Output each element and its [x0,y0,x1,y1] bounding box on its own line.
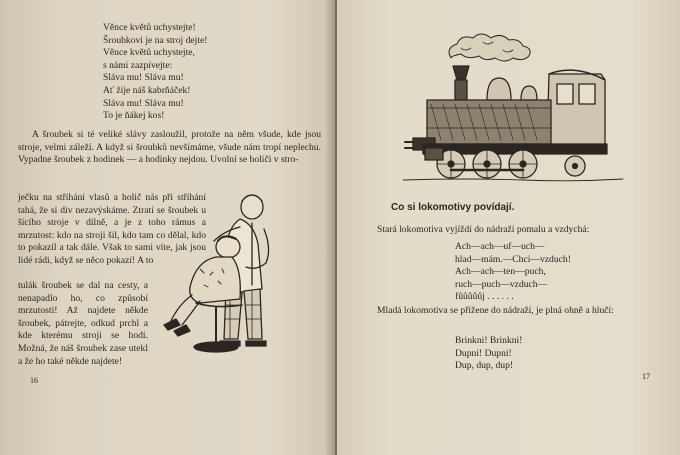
old-locomotive-sounds [455,241,571,304]
young-locomotive-shouts [455,335,522,373]
paragraph-screw-middle: ječku na stříhání vlasů a holič nás při stříhání tahá, že si div nezavýskáme. Ztratí se šroubek u šicího stroje v dílně, a je z toho rámus a mrzutost: kdo na stroji šil, kdo tam co dělal, kdo to pokazil a tak dále. Však to sami víte, jak jsou lidé rádi, když se něco pokazí! A to [18,192,206,266]
paragraph-screw-end: tulák šroubek se dal na cesty, a nenapadlo ho, co způsobí mrzutosti! Až najdete někde šroubek, pátrejte, odkud prchl a kde kterému stroji se hodí. Možná, že náš šroubek zase utekl a že ho také někde najdete! [18,280,148,367]
shout-line: Brinkni! Brinkni! [455,335,523,346]
poem-line: Sláva mu! Sláva mu! [103,72,184,84]
poem-line: Ať žije náš kabrňáček! [103,84,191,96]
paragraph-screw-intro: A šroubek si té veliké slávy zasloužil, protože na něm všude, kde jsou stroje, velmi záleží. A když si šroubků nevšímáme, všude nám tropí neplechu. Vypadne šroubek z hodinek — a hodinky nejdou. Uvolní se holiči v stro- [18,129,321,166]
left-page [0,0,335,455]
poem-line: s námi zazpívejte: [103,59,173,71]
sound-line: hlad—mám.—Chci—vzduch! [455,253,571,265]
section-heading: Co si lokomotivy povídají. [391,202,515,213]
sound-line: Ach—ach—uf—uch— [455,241,545,252]
locomotive-illustration [403,28,628,188]
shout-line: Dup, dup, dup! [455,360,514,372]
paragraph-old-locomotive: Stará lokomotiva vyjíždí do nádraží pomalu a vzdychá: [377,224,590,235]
paragraph-young-locomotive: Mladá lokomotiva se přižene do nádraží, je plná ohně a hlučí: [377,305,614,316]
barber-illustration [160,185,320,365]
poem-line: Věnce květů uchystejte! [103,22,196,33]
sound-line: Ach—ach—ten—puch, [455,266,546,278]
poem-line: Věnce květů uchystejte, [103,47,195,59]
poem-line: Sláva mu! Sláva mu! [103,97,184,109]
poem [103,22,207,123]
sound-line: fůůůůůj . . . . . . [455,291,514,303]
page-number-right: 17 [642,372,650,381]
sound-line: ruch—puch—vzduch— [455,278,548,290]
page-number-left: 16 [30,376,38,385]
poem-line: To je ňákej kos! [103,110,165,122]
poem-line: Šroubkovi je na stroj dejte! [103,34,208,46]
right-page [337,0,680,455]
shout-line: Dupni! Dupni! [455,347,512,359]
